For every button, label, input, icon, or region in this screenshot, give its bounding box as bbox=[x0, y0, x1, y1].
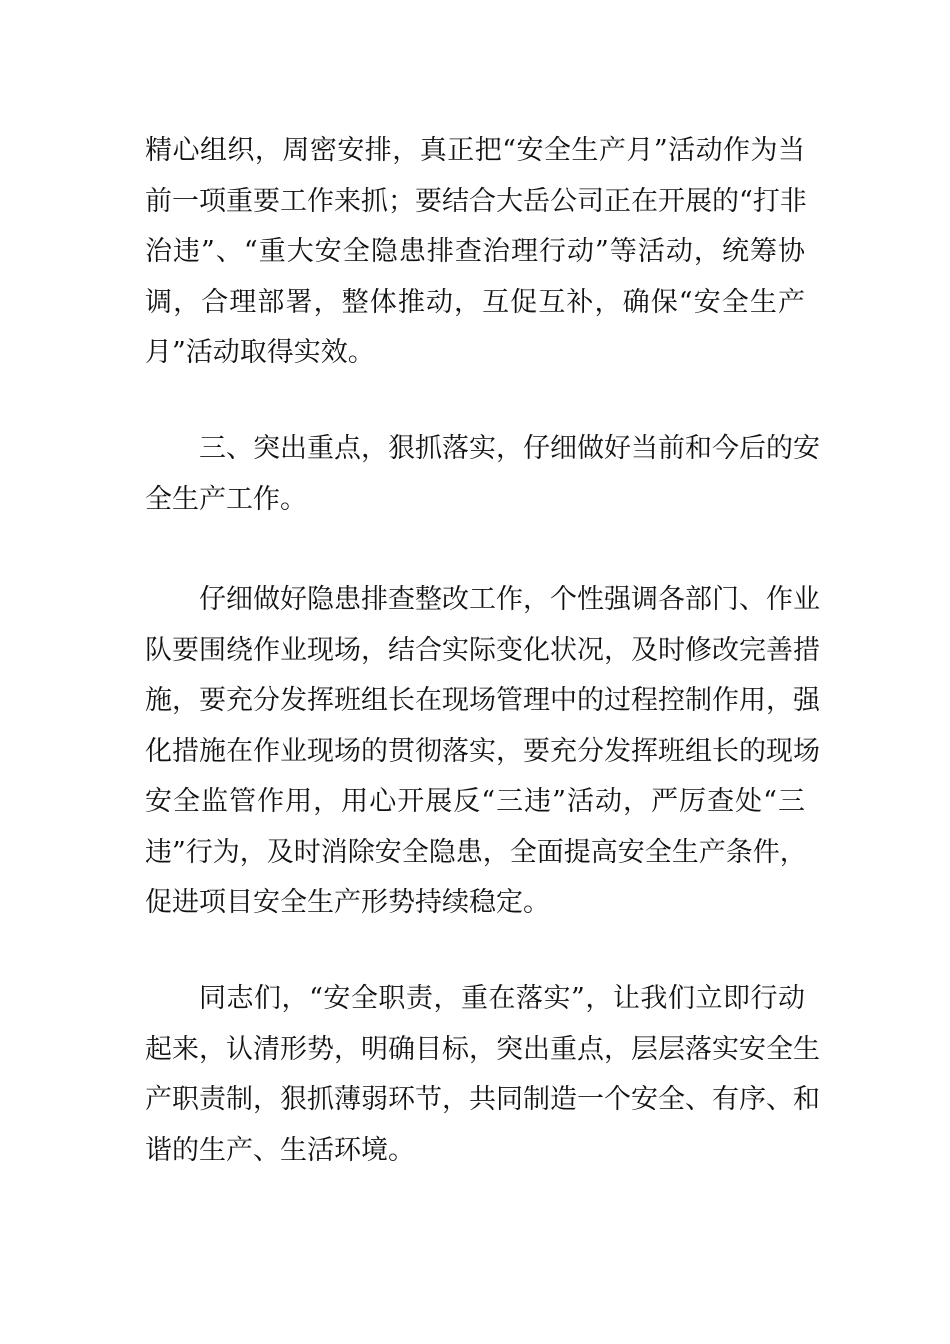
paragraph-continuation bbox=[145, 126, 805, 379]
text-line: 仔细做好隐患排查整改工作，个性强调各部门、作业 bbox=[199, 584, 820, 615]
paragraph-closing bbox=[145, 974, 820, 1176]
paragraph-hazard-inspection bbox=[145, 575, 820, 929]
text-line: 前一项重要工作来抓；要结合大岳公司正在开展的“打非 bbox=[145, 185, 807, 217]
text-line: 三、突出重点，狠抓落实，仔细做好当前和今后的安 bbox=[199, 433, 820, 464]
text-line: 队要围绕作业现场，结合实际变化状况，及时修改完善措 bbox=[145, 634, 820, 666]
text-line: 施，要充分发挥班组长在现场管理中的过程控制作用，强 bbox=[145, 685, 820, 716]
text-line: 月”活动取得实效。 bbox=[145, 337, 375, 368]
text-line: 安全监管作用，用心开展反“三违”活动，严厉查处“三 bbox=[145, 786, 805, 817]
text-line: 同志们，“安全职责，重在落实”，让我们立即行动 bbox=[199, 983, 805, 1014]
text-line: 治违”、“重大安全隐患排查治理行动”等活动，统筹协 bbox=[145, 236, 805, 267]
text-line: 谐的生产、生活环境。 bbox=[145, 1134, 415, 1166]
text-line: 违”行为，及时消除安全隐患，全面提高安全生产条件， bbox=[145, 836, 807, 868]
text-line: 全生产工作。 bbox=[145, 483, 307, 515]
text-line: 调，合理部署，整体推动，互促互补，确保“安全生产 bbox=[145, 286, 805, 318]
section-heading-paragraph bbox=[145, 424, 820, 525]
text-line: 精心组织，周密安排，真正把“安全生产月”活动作为当 bbox=[145, 135, 805, 166]
text-line: 化措施在作业现场的贯彻落实，要充分发挥班组长的现场 bbox=[145, 735, 820, 767]
text-line: 促进项目安全生产形势持续稳定。 bbox=[145, 887, 550, 918]
text-line: 起来，认清形势，明确目标，突出重点，层层落实安全生 bbox=[145, 1033, 820, 1065]
text-line: 产职责制，狠抓薄弱环节，共同制造一个安全、有序、和 bbox=[145, 1084, 820, 1115]
